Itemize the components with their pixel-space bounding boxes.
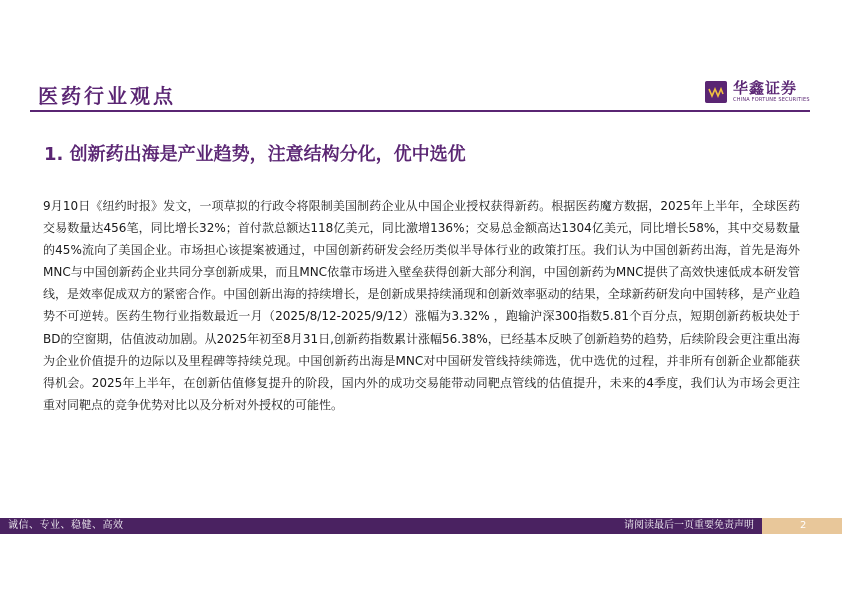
page-header-title: 医药行业观点 <box>38 84 176 108</box>
footer-disclaimer-link[interactable]: 请阅读最后一页重要免责声明 <box>624 520 754 531</box>
huaxin-logo-icon <box>705 81 727 103</box>
footer-slogan: 诚信、专业、稳健、高效 <box>8 520 124 531</box>
page-number-layer <box>0 518 842 534</box>
body-paragraph: 9月10日《纽约时报》发文，一项草拟的行政令将限制美国制药企业从中国企业授权获得新药。根据医药魔方数据，2025年上半年，全球医药交易数量达456笔，同比增长32%；首付款总额达118亿美元，同比激增136%；交易总金额高达1304亿美元，同比增长58%，其中交易数量的45%流向了美国企业。市场担心该提案被通过，中国创新药研发会经历类似半导体行业的政策打压。我们认为中国创新药出海，首先是海外MNC与中国创新药企业共同分享创新成果，而且MNC依靠市场进入壁垒获得创新大部分利润，中国创新药为MNC提供了高效快速低成本研发管线，是效率促成双方的紧密合作。中国创新出海的持续增长，是创新成果持续涌现和创新效率驱动的结果，全球新药研发向中国转移，是产业趋势不可逆转。医药生物行业指数最近一月（2025/8/12-2025/9/12）涨幅为3.32% ，跑输沪深300指数5.81个百分点，短期创新药板块处于BD的空窗期，估值波动加剧。从2025年初至8月31日,创新药指数累计涨幅56.38%，已经基本反映了创新趋势的趋势，后续阶段会更注重出海为企业价值提升的边际以及里程碑等持续兑现。中国创新药出海是MNC对中国研发管线持续筛选，优中选优的过程，并非所有创新企业都能获得机会。2025年上半年，在创新估值修复提升的阶段，国内外的成功交易能带动同靶点管线的估值提升，未来的4季度，我们认为市场会更注重对同靶点的竞争优势对比以及分析对外授权的可能性。 <box>43 199 800 412</box>
company-logo <box>705 77 810 107</box>
section-heading: 1. 创新药出海是产业趋势，注意结构分化，优中选优 <box>44 144 466 165</box>
header-divider <box>30 110 810 112</box>
page-number: 2 <box>800 520 807 531</box>
logo-chinese-name: 华鑫证券 <box>733 79 798 97</box>
logo-english-name: CHINA FORTUNE SECURITIES <box>733 97 810 103</box>
